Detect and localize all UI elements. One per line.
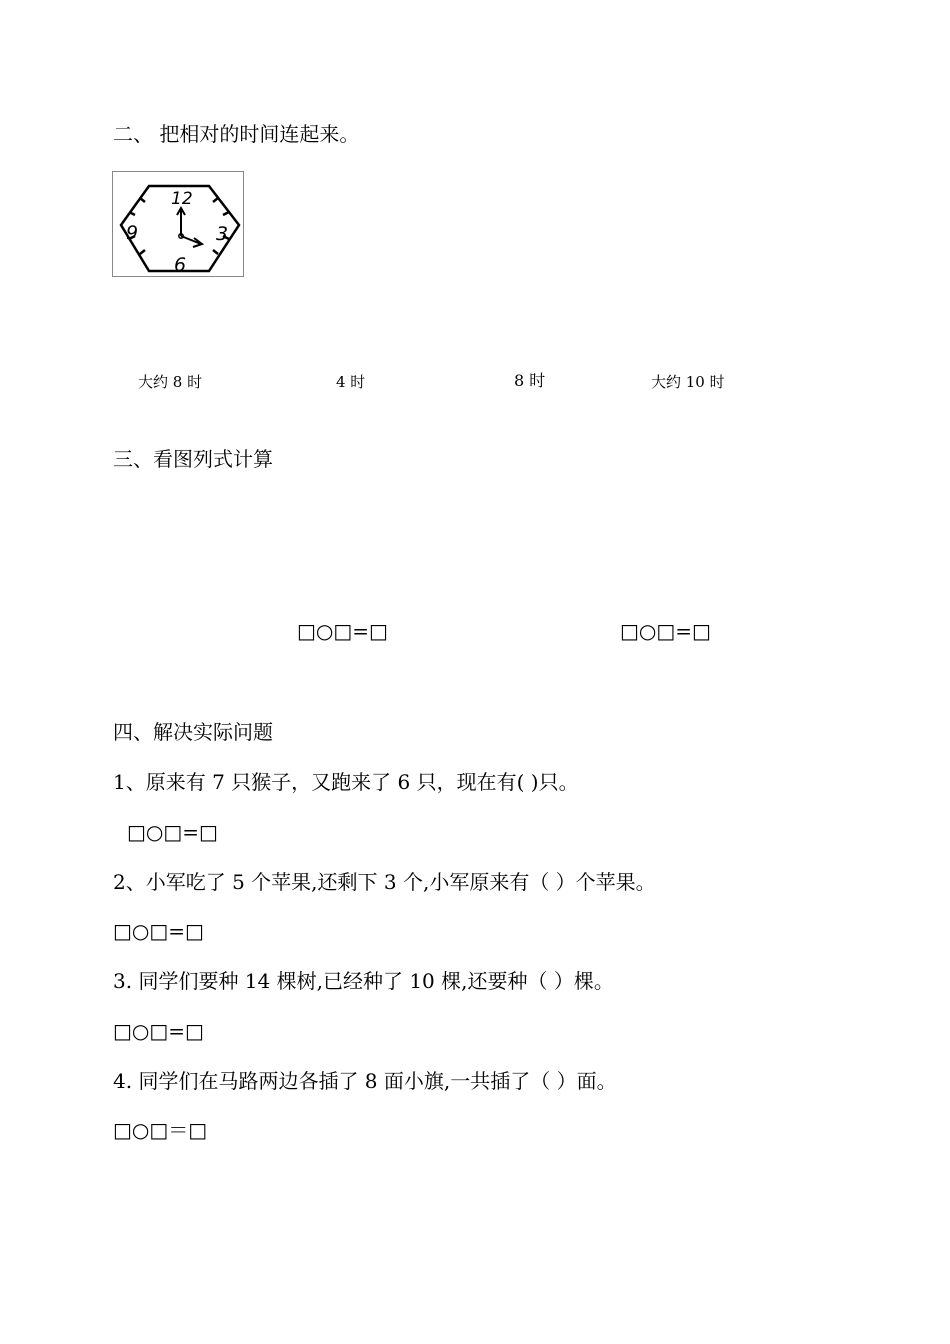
question-4: 4. 同学们在马路两边各插了 8 面小旗,一共插了（ ）面。 — [113, 1069, 617, 1093]
question-1-formula: □○□=□ — [127, 820, 218, 844]
clock-image — [112, 171, 244, 277]
hexagon-clock-icon — [113, 172, 244, 277]
time-option-4: 4 时 — [336, 373, 366, 391]
question-4-formula: □○□＝□ — [113, 1118, 208, 1142]
section4-heading: 四、解决实际问题 — [113, 720, 273, 744]
section2-heading: 二、 把相对的时间连起来。 — [113, 122, 360, 146]
time-option-about-10: 大约 10 时 — [651, 373, 725, 391]
question-3: 3. 同学们要种 14 棵树,已经种了 10 棵,还要种（ ）棵。 — [113, 969, 614, 993]
time-option-about-8: 大约 8 时 — [138, 373, 203, 391]
clock-number-6: 6 — [174, 254, 187, 276]
question-1: 1、原来有 7 只猴子，又跑来了 6 只，现在有( )只。 — [113, 770, 579, 794]
section3-formula-left: □○□=□ — [297, 619, 388, 643]
section3-formula-right: □○□=□ — [620, 619, 711, 643]
clock-number-3: 3 — [216, 223, 229, 245]
question-2: 2、小军吃了 5 个苹果,还剩下 3 个,小军原来有（ ）个苹果。 — [113, 870, 656, 894]
question-2-formula: □○□=□ — [113, 919, 204, 943]
section3-heading: 三、看图列式计算 — [113, 447, 273, 471]
question-3-formula: □○□=□ — [113, 1019, 204, 1043]
time-option-8: 8 时 — [514, 371, 546, 390]
clock-number-9: 9 — [126, 222, 139, 244]
clock-number-12: 12 — [171, 189, 193, 209]
